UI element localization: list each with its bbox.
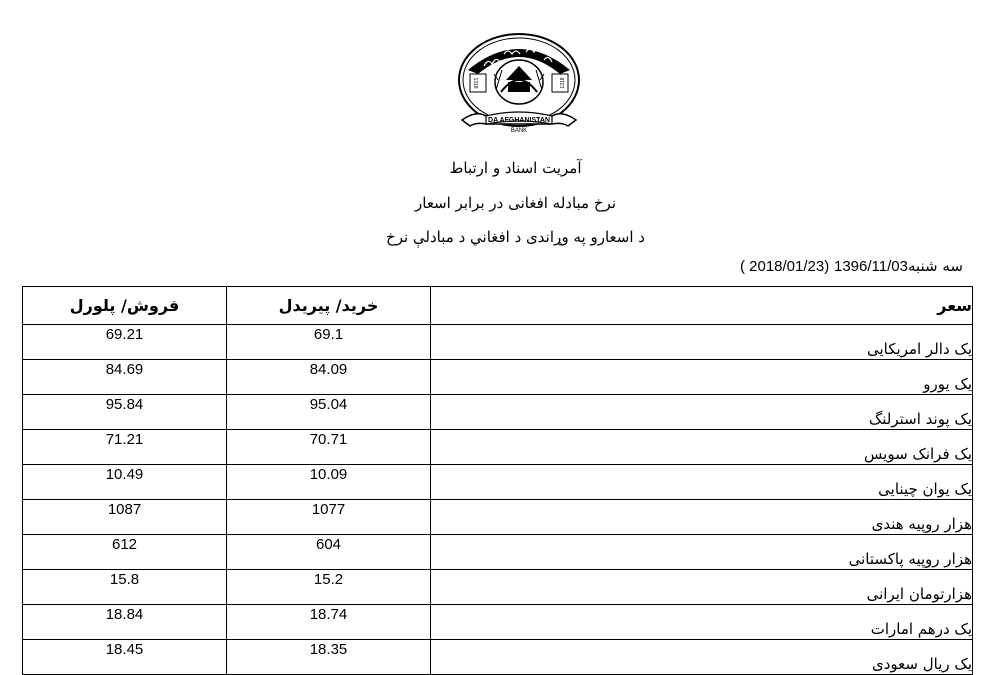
currency-name: یک پوند استرلنگ [431,395,973,430]
table-row [23,465,973,500]
table-header-row [23,287,973,325]
currency-name: هزار روپیه پاکستانی [431,535,973,570]
sell-rate: 15.8 [23,570,227,605]
header-currency: سعر [431,287,973,325]
seal-ribbon-text: DA AFGHANISTAN [488,117,550,124]
exchange-rate-title-pashto: د اسعارو په وړاندی د افغاني د مبادلې نرخ [386,228,645,246]
date-line [740,256,963,277]
table-row [23,360,973,395]
buy-rate: 84.09 [227,360,431,395]
buy-rate: 18.74 [227,605,431,640]
buy-rate: 18.35 [227,640,431,675]
seal-year-right: 1318 [560,77,566,89]
table-row [23,430,973,465]
buy-rate: 95.04 [227,395,431,430]
table-row [23,605,973,640]
table-row [23,535,973,570]
sell-rate: 95.84 [23,395,227,430]
currency-name: یک ریال سعودی [431,640,973,675]
exchange-rate-table [22,286,973,675]
buy-rate: 69.1 [227,325,431,360]
currency-name: یک فرانک سویس [431,430,973,465]
buy-rate: 604 [227,535,431,570]
currency-name: هزارتومان ایرانی [431,570,973,605]
currency-name: هزار روپیه هندی [431,500,973,535]
sell-rate: 71.21 [23,430,227,465]
bank-seal-logo [456,30,582,142]
buy-rate: 70.71 [227,430,431,465]
sell-rate: 1087 [23,500,227,535]
seal-bank-text: BANK [510,128,528,134]
table-row [23,640,973,675]
buy-rate: 10.09 [227,465,431,500]
sell-rate: 84.69 [23,360,227,395]
department-title: آمریت اسناد و ارتباط [449,159,582,177]
currency-name: یک دالر امریکایی [431,325,973,360]
header-sell: فروش/ پلورل [23,287,227,325]
header-buy: خرید/ پیریدل [227,287,431,325]
table-row [23,325,973,360]
table-row [23,570,973,605]
exchange-rate-title-dari: نرخ مبادله افغانی در برابر اسعار [415,194,616,212]
sell-rate: 18.45 [23,640,227,675]
table-row [23,395,973,430]
buy-rate: 1077 [227,500,431,535]
sell-rate: 10.49 [23,465,227,500]
date-gregorian: ( 2018/01/23) [739,258,830,275]
date-weekday: سه شنبه [907,257,963,275]
currency-name: یک یوان چینایی [431,465,973,500]
buy-rate: 15.2 [227,570,431,605]
sell-rate: 612 [23,535,227,570]
table-row [23,500,973,535]
seal-year-left: 1318 [472,77,478,89]
sell-rate: 18.84 [23,605,227,640]
sell-rate: 69.21 [23,325,227,360]
currency-name: یک درهم امارات [431,605,973,640]
bank-seal-icon [456,30,582,142]
date-solar: 1396/11/03 [833,258,908,275]
currency-name: یک یورو [431,360,973,395]
